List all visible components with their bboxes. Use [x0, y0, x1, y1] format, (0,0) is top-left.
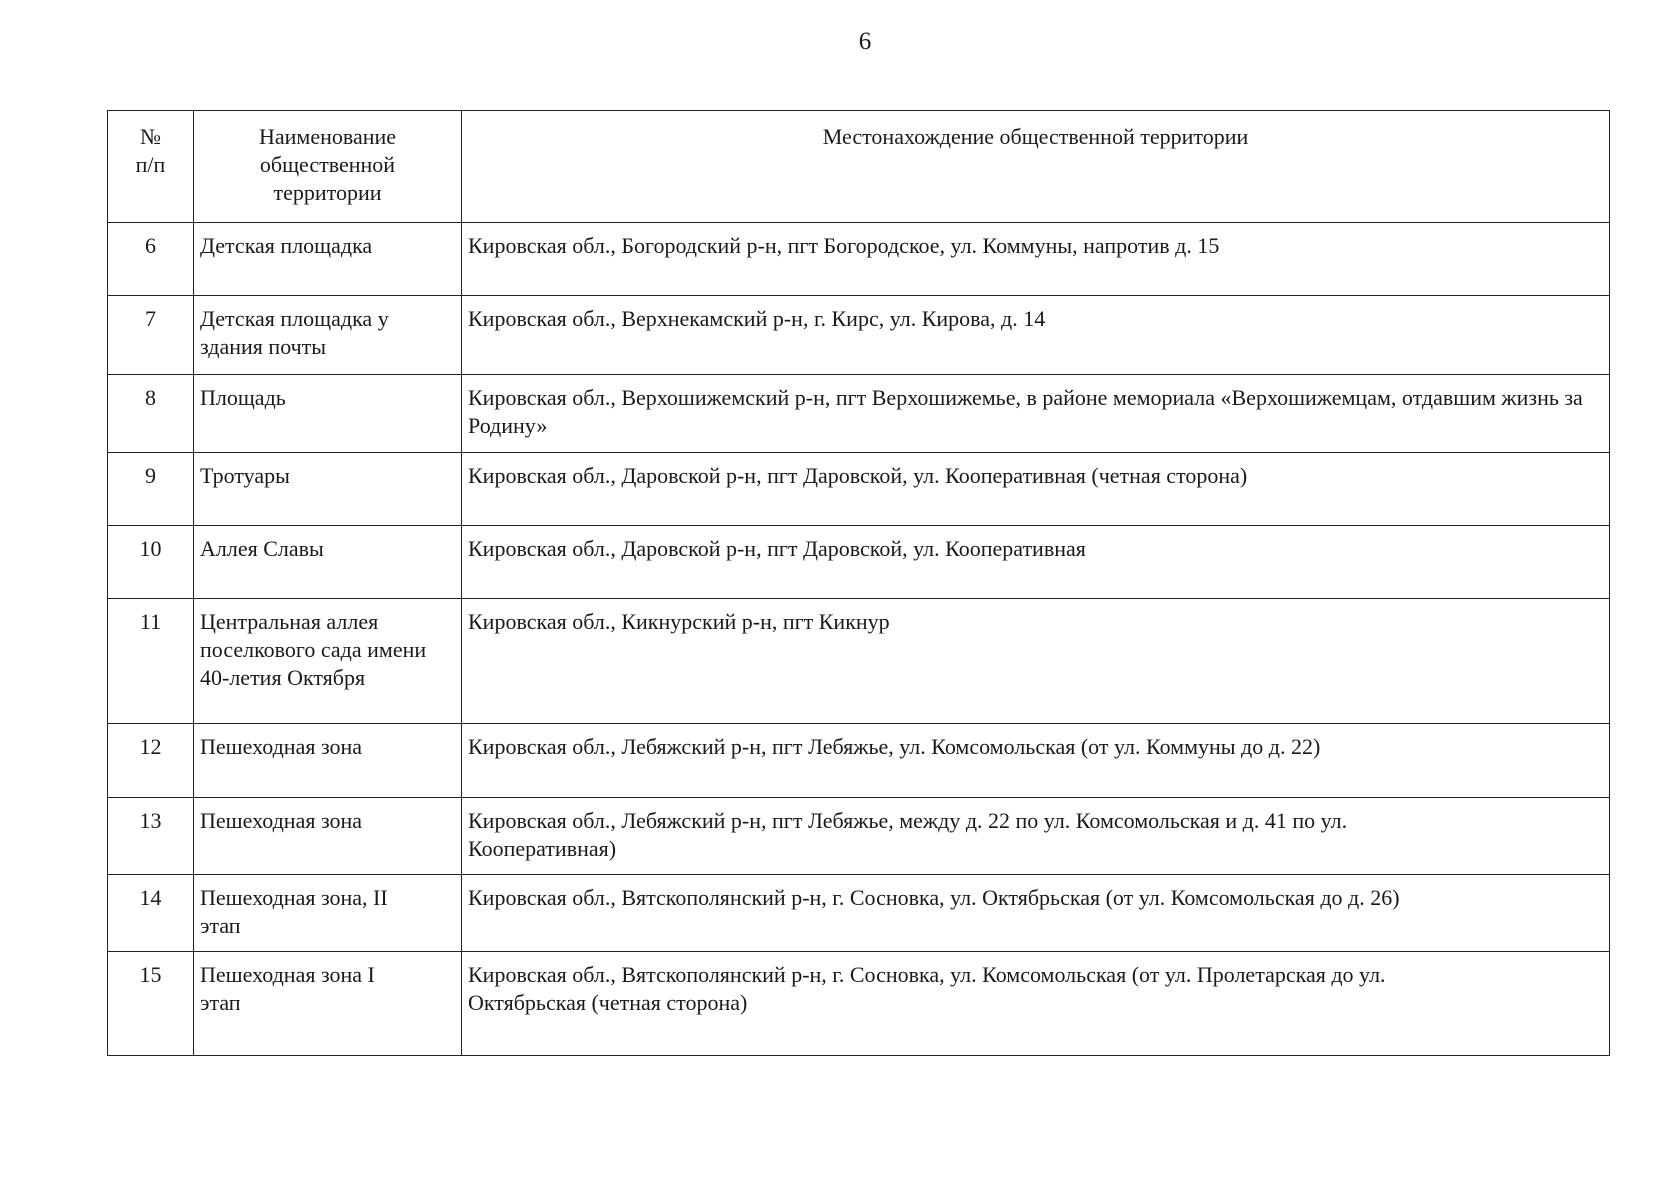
header-name: [194, 111, 462, 223]
header-number-label: № п/п: [135, 124, 166, 177]
table-row: [108, 952, 1610, 1056]
header-name-label: Наименование общественной территории: [258, 124, 397, 205]
territory-location: Кировская обл., Вятскополянский р-н, г. Сосновка, ул. Октябрьская (от ул. Комсомольская до д. 26): [462, 875, 1610, 952]
table-header-row: [108, 111, 1610, 223]
table-row: [108, 526, 1610, 599]
territory-name: Пешеходная зона: [194, 798, 462, 875]
page-number: 6: [858, 28, 872, 55]
row-number: 7: [108, 296, 194, 375]
territory-location: Кировская обл., Верхошижемский р-н, пгт Верхошижемье, в районе мемориала «Верхошижемцам, отдавшим жизнь за Родину»: [462, 375, 1610, 453]
territory-location: Кировская обл., Верхнекамский р-н, г. Кирс, ул. Кирова, д. 14: [462, 296, 1610, 375]
territory-name: [194, 952, 462, 1056]
table-row: [108, 223, 1610, 296]
territory-location: Кировская обл., Богородский р-н, пгт Богородское, ул. Коммуны, напротив д. 15: [462, 223, 1610, 296]
table-row: [108, 798, 1610, 875]
territory-location-text: Кировская обл., Вятскополянский р-н, г. Сосновка, ул. Комсомольская (от ул. Пролетарская до ул. Октябрьская (четная сторона): [468, 962, 1386, 1015]
territory-location: [462, 798, 1610, 875]
territory-location: Кировская обл., Лебяжский р-н, пгт Лебяжье, ул. Комсомольская (от ул. Коммуны до д. 22): [462, 724, 1610, 798]
territory-name: Тротуары: [194, 453, 462, 526]
territory-name: Центральная аллея поселкового сада имени 40-летия Октября: [194, 599, 462, 724]
table-row: [108, 453, 1610, 526]
table-row: [108, 875, 1610, 952]
row-number: 13: [108, 798, 194, 875]
territory-name: [194, 875, 462, 952]
row-number: 6: [108, 223, 194, 296]
row-number: 14: [108, 875, 194, 952]
table-row: [108, 375, 1610, 453]
territory-location: Кировская обл., Даровской р-н, пгт Даровской, ул. Кооперативная: [462, 526, 1610, 599]
table-row: [108, 724, 1610, 798]
territory-name-text: Пешеходная зона I этап: [200, 962, 375, 1015]
row-number: 10: [108, 526, 194, 599]
territory-name: Аллея Славы: [194, 526, 462, 599]
territory-location: [462, 952, 1610, 1056]
territory-name: Детская площадка у здания почты: [194, 296, 462, 375]
row-number: 11: [108, 599, 194, 724]
row-number: 12: [108, 724, 194, 798]
territory-location-text: Кировская обл., Лебяжский р-н, пгт Лебяжье, между д. 22 по ул. Комсомольская и д. 41 по ул. Кооперативная): [468, 808, 1348, 861]
territories-table: [107, 110, 1610, 1056]
row-number: 8: [108, 375, 194, 453]
table-row: [108, 599, 1610, 724]
territory-name: Площадь: [194, 375, 462, 453]
territory-location: Кировская обл., Даровской р-н, пгт Даровской, ул. Кооперативная (четная сторона): [462, 453, 1610, 526]
header-location: [462, 111, 1610, 223]
header-location-label: Местонахождение общественной территории: [822, 124, 1249, 149]
territory-name: Детская площадка: [194, 223, 462, 296]
territory-location: Кировская обл., Кикнурский р-н, пгт Кикнур: [462, 599, 1610, 724]
row-number: 9: [108, 453, 194, 526]
table-row: [108, 296, 1610, 375]
header-number: [108, 111, 194, 223]
row-number: 15: [108, 952, 194, 1056]
territory-name: Пешеходная зона: [194, 724, 462, 798]
territory-name-text: Пешеходная зона, II этап: [200, 885, 388, 938]
